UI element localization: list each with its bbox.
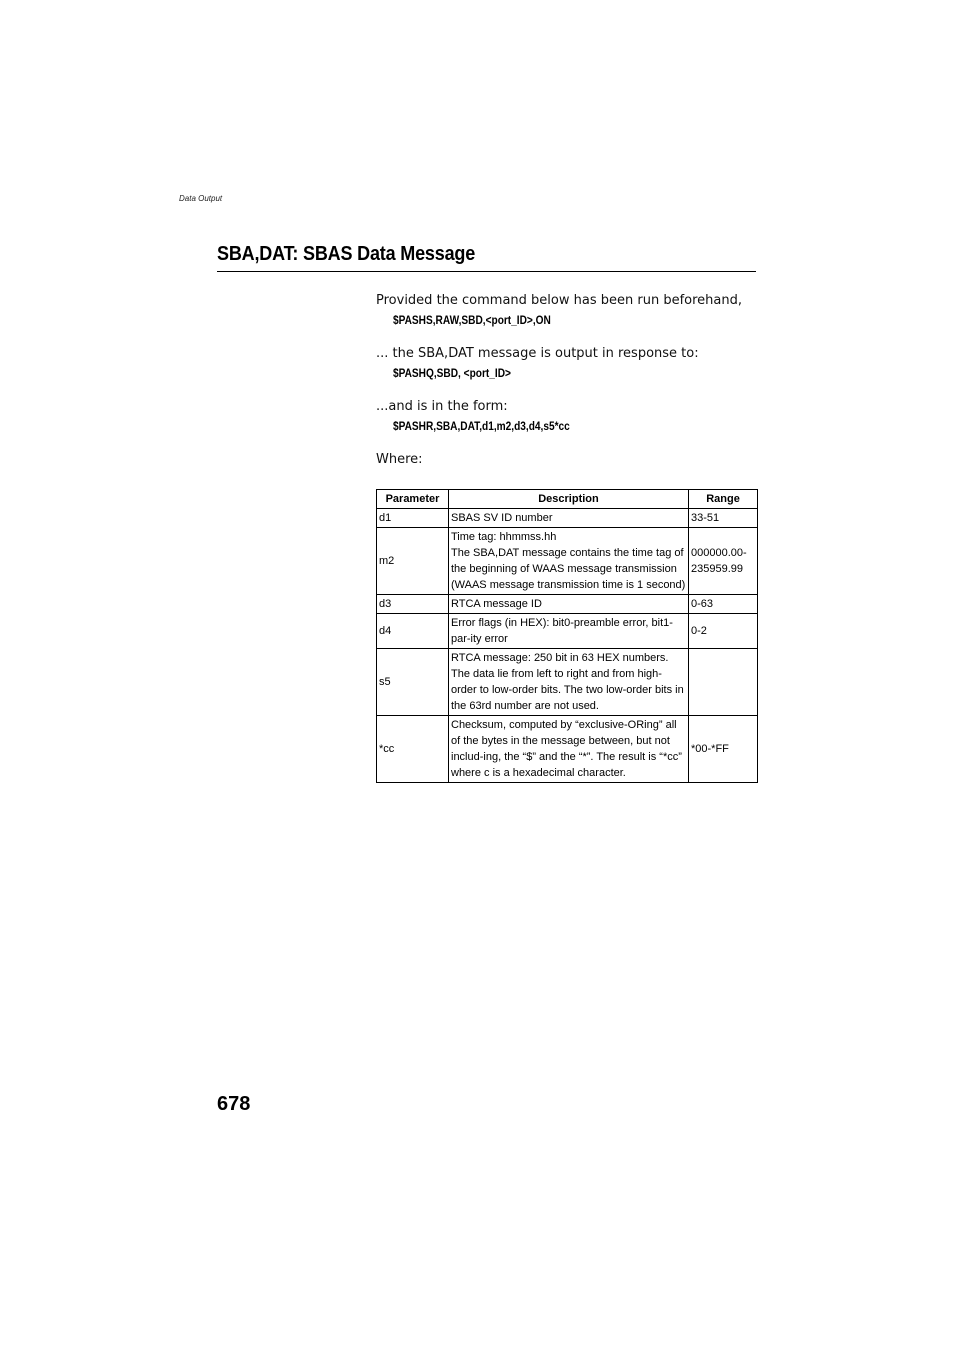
column-header-description: Description xyxy=(449,490,689,509)
range-cell xyxy=(689,716,758,783)
description-text: Time tag: hhmmss.hh xyxy=(451,531,557,543)
table-row xyxy=(377,595,758,614)
table-row xyxy=(377,528,758,595)
page-number: 678 xyxy=(217,1093,251,1115)
range-cell xyxy=(689,614,758,649)
range-text: 235959.99 xyxy=(691,563,743,575)
command-set-raw: $PASHS,RAW,SBD,<port_ID>,ON xyxy=(393,315,551,327)
range-text: 33-51 xyxy=(691,512,720,524)
range-text: *00-*FF xyxy=(691,743,729,755)
range-text: 000000.00- xyxy=(691,547,747,559)
table-row xyxy=(377,649,758,716)
param-cell: d3 xyxy=(377,595,449,614)
response-text: ... the SBA,DAT message is output in response to: xyxy=(376,346,699,361)
table-header-row xyxy=(377,490,758,509)
column-header-range: Range xyxy=(689,490,758,509)
title-divider xyxy=(217,271,756,272)
description-cell xyxy=(449,509,689,528)
range-text: 0-2 xyxy=(691,625,707,637)
intro-text: Provided the command below has been run beforehand, xyxy=(376,293,742,308)
table-row xyxy=(377,614,758,649)
range-cell xyxy=(689,595,758,614)
description-text: Checksum, computed by “exclusive-ORing” all of the bytes in the message between, but not includ-ing, the “$” and the “*”. The result is “*cc” where c is a hexadecimal character. xyxy=(451,719,682,779)
param-cell: d4 xyxy=(377,614,449,649)
description-cell xyxy=(449,528,689,595)
command-response-format: $PASHR,SBA,DAT,d1,m2,d3,d4,s5*cc xyxy=(393,421,570,433)
table-row xyxy=(377,509,758,528)
column-header-parameter: Parameter xyxy=(377,490,449,509)
description-cell xyxy=(449,716,689,783)
param-cell: *cc xyxy=(377,716,449,783)
description-text: Error flags (in HEX): bit0-preamble error, bit1-par-ity error xyxy=(451,617,673,645)
command-query: $PASHQ,SBD, <port_ID> xyxy=(393,368,511,380)
range-text: 0-63 xyxy=(691,598,714,610)
running-header: Data Output xyxy=(179,194,223,203)
range-cell xyxy=(689,509,758,528)
description-cell xyxy=(449,614,689,649)
range-cell xyxy=(689,528,758,595)
table-row xyxy=(377,716,758,783)
param-cell: s5 xyxy=(377,649,449,716)
description-text: The SBA,DAT message contains the time tag of the beginning of WAAS message transmission (WAAS message transmission time is 1 second) xyxy=(451,547,686,591)
description-text: RTCA message ID xyxy=(451,598,542,610)
range-cell xyxy=(689,649,758,716)
param-cell: d1 xyxy=(377,509,449,528)
where-text: Where: xyxy=(376,452,423,467)
parameter-table xyxy=(376,489,758,783)
description-cell xyxy=(449,595,689,614)
section-title: SBA,DAT: SBAS Data Message xyxy=(217,243,476,265)
param-cell: m2 xyxy=(377,528,449,595)
description-text: SBAS SV ID number xyxy=(451,512,553,524)
description-cell xyxy=(449,649,689,716)
description-text: RTCA message: 250 bit in 63 HEX numbers. The data lie from left to right and from high-order to low-order bits. The two low-order bits in the 63rd number are not used. xyxy=(451,652,684,712)
form-text: ...and is in the form: xyxy=(376,399,508,414)
